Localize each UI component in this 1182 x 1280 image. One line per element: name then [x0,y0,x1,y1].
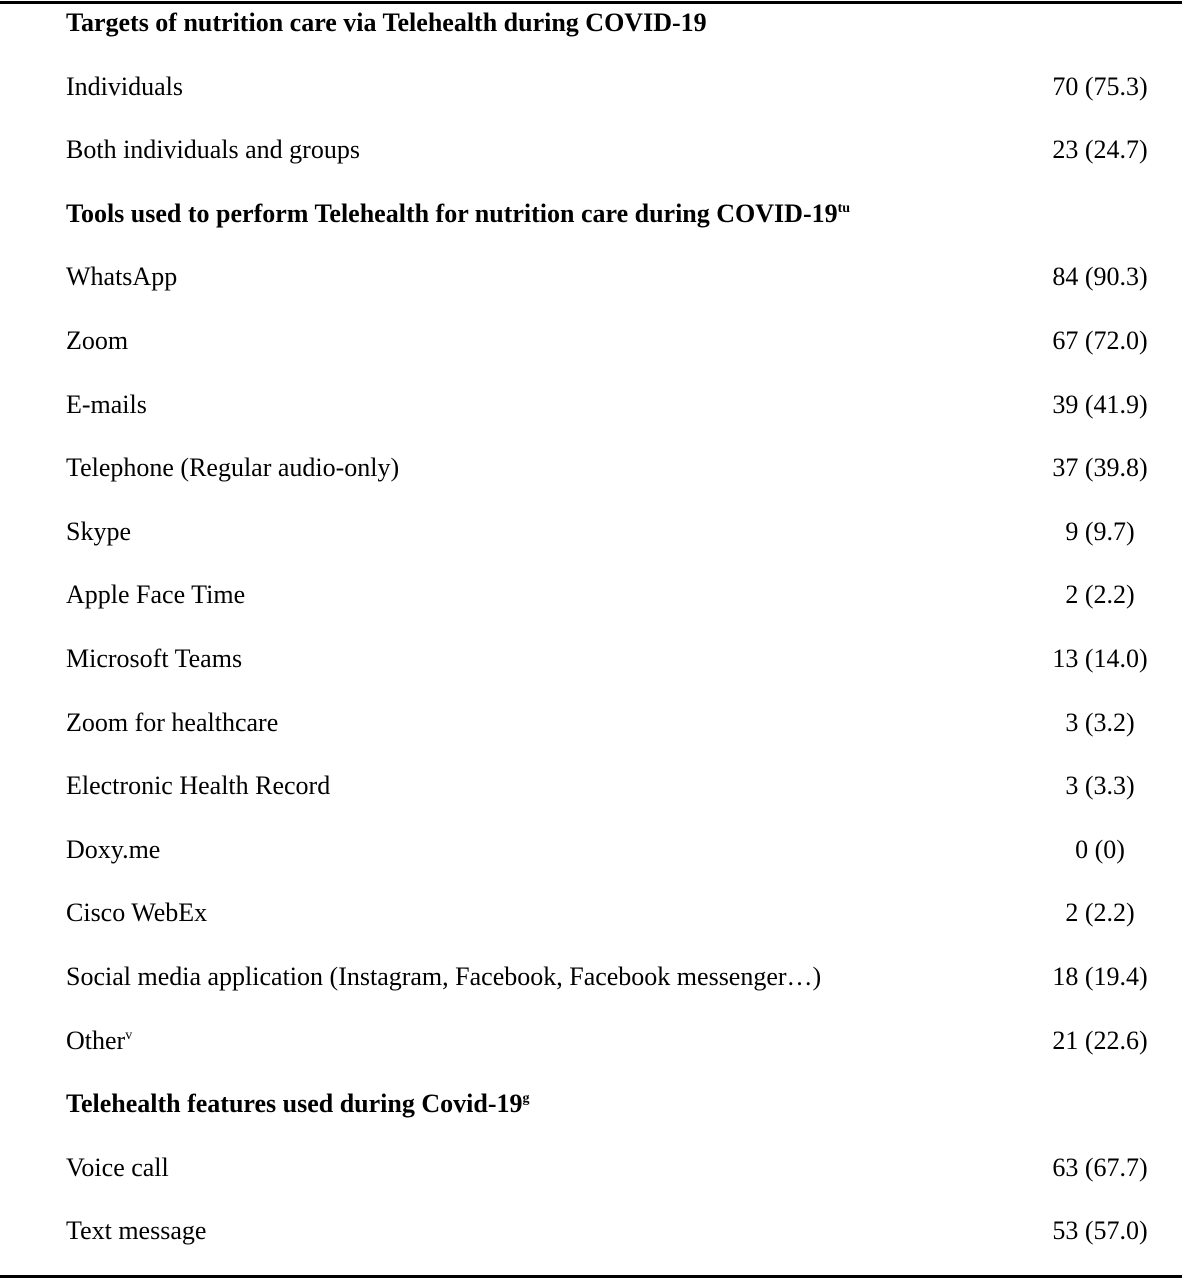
row-label [66,1211,206,1251]
row-label [66,1148,169,1188]
row-label-text: E-mails [66,389,147,419]
row-value: 3 (3.2) [1065,707,1135,737]
row-value: 84 (90.3) [1052,262,1148,292]
row-label-text: Individuals [66,71,183,101]
section-heading-row [0,1084,1182,1124]
row-label [66,321,128,361]
table-row [0,321,1182,361]
row-value: 21 (22.6) [1052,1025,1148,1055]
row-label-text: Text message [66,1216,207,1246]
row-value: 70 (75.3) [1052,71,1148,101]
row-label [66,703,278,743]
table-row [0,67,1182,107]
row-label-text: WhatsApp [66,262,178,292]
row-label-text: Skype [66,516,131,546]
row-label-text: Other [66,1025,126,1055]
section-heading-text: Tools used to perform Telehealth for nutrition care during COVID-19 [66,198,838,228]
row-value: 39 (41.9) [1052,389,1148,419]
section-heading [66,194,850,234]
table-row [0,703,1182,743]
row-label [66,830,160,870]
row-label [66,257,177,297]
table-bottom-rule [0,1275,1182,1278]
row-value: 3 (3.3) [1065,771,1135,801]
row-value: 63 (67.7) [1052,1152,1148,1182]
row-label [66,575,245,615]
section-heading [66,3,707,43]
table-row [0,1148,1182,1188]
row-label-text: Voice call [66,1152,169,1182]
table-row [0,1211,1182,1251]
row-value: 67 (72.0) [1052,326,1148,355]
row-value: 9 (9.7) [1065,516,1135,546]
footnote-marker: tu [837,200,851,216]
row-label [66,385,147,425]
table-row [0,575,1182,615]
row-label-text: Zoom [66,326,129,355]
table-row [0,512,1182,552]
section-heading-text: Targets of nutrition care via Telehealth during COVID-19 [66,8,707,37]
table-row [0,1021,1182,1061]
table-row [0,893,1182,933]
row-value: 18 (19.4) [1052,962,1148,991]
row-label-text: Social media application (Instagram, Facebook, Facebook messenger…) [66,962,822,991]
section-heading [66,1084,530,1124]
row-value: 13 (14.0) [1052,644,1148,673]
row-value: 2 (2.2) [1065,898,1135,928]
footnote-marker: v [125,1027,133,1043]
table-row [0,957,1182,997]
row-label-text: Electronic Health Record [66,771,331,801]
table-row [0,766,1182,806]
row-value: 2 (2.2) [1065,580,1135,610]
row-label [66,448,399,488]
section-heading-row [0,3,1182,43]
section-heading-text: Telehealth features used during Covid-19 [66,1089,523,1119]
table-row [0,830,1182,870]
row-label [66,957,821,997]
row-value: 0 (0) [1075,834,1125,864]
row-label [66,766,330,806]
row-label-text: Apple Face Time [66,580,246,610]
table-row [0,130,1182,170]
row-label [66,893,207,933]
row-label-text: Doxy.me [66,834,161,864]
row-label [66,512,131,552]
row-label [66,67,183,107]
table-row [0,448,1182,488]
row-label-text: Telephone (Regular audio-only) [66,453,400,483]
table-row [0,639,1182,679]
row-label [66,130,360,170]
row-label-text: Both individuals and groups [66,135,360,165]
row-value: 23 (24.7) [1052,135,1148,165]
row-label-text: Cisco WebEx [66,898,208,928]
row-value: 37 (39.8) [1052,453,1148,483]
section-heading-row [0,194,1182,234]
table-row [0,257,1182,297]
row-label [66,1021,132,1061]
table-row [0,385,1182,425]
row-value: 53 (57.0) [1052,1216,1148,1246]
footnote-marker: g [522,1091,530,1107]
row-label [66,639,242,679]
row-label-text: Zoom for healthcare [66,707,279,737]
row-label-text: Microsoft Teams [66,644,243,673]
